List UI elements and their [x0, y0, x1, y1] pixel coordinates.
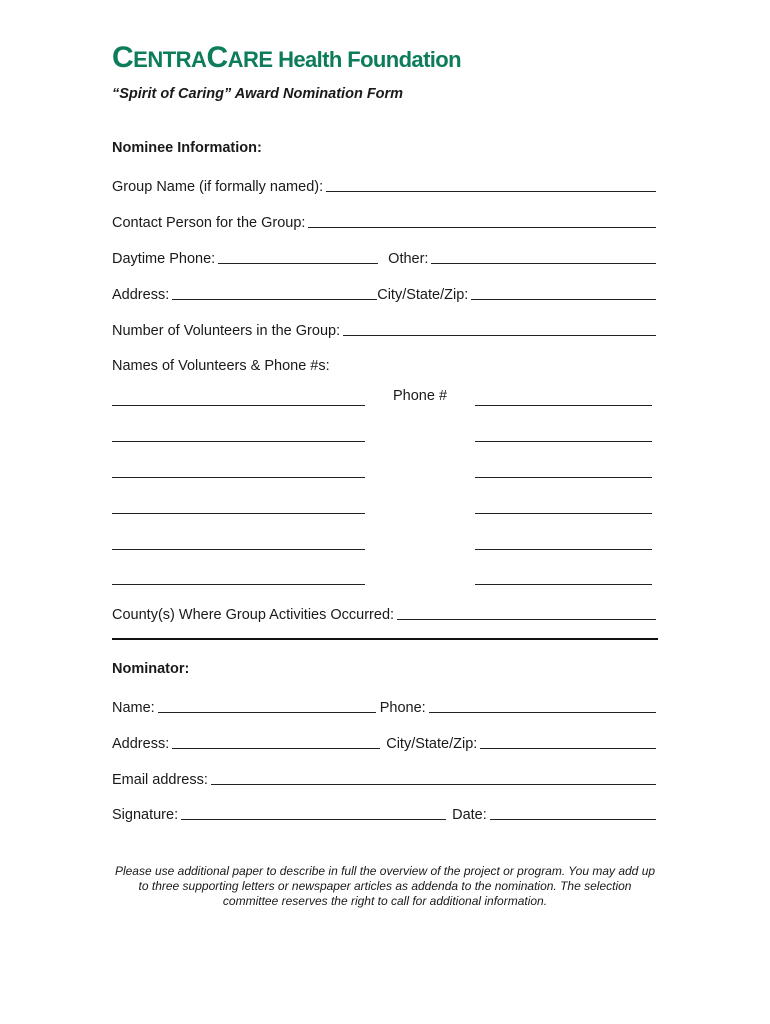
- nominator-phone-label: Phone:: [379, 700, 426, 716]
- nominator-name-field[interactable]: [158, 696, 376, 713]
- volunteer-phone-field-4[interactable]: [475, 513, 652, 514]
- volunteer-phone-field-2[interactable]: [475, 441, 652, 442]
- logo-text: ARE: [227, 47, 273, 72]
- volunteer-phone-label: Phone #: [393, 388, 448, 404]
- daytime-phone-row: [112, 247, 656, 267]
- volunteer-name-field-2[interactable]: [112, 441, 365, 442]
- daytime-phone-field[interactable]: [218, 247, 378, 264]
- num-volunteers-field[interactable]: [343, 319, 656, 336]
- logo-text: C: [206, 41, 228, 74]
- contact-person-label: Contact Person for the Group:: [112, 215, 306, 231]
- logo-text: C: [112, 41, 134, 74]
- volunteer-phone-field-6[interactable]: [475, 584, 652, 585]
- county-row: [112, 603, 656, 623]
- nominator-address-label: Address:: [112, 736, 170, 752]
- nominee-city-state-zip-field[interactable]: [471, 283, 656, 300]
- nominee-address-row: [112, 283, 656, 303]
- num-volunteers-label: Number of Volunteers in the Group:: [112, 323, 341, 339]
- county-label: County(s) Where Group Activities Occurred:: [112, 607, 395, 623]
- form-title: “Spirit of Caring” Award Nomination Form: [112, 86, 404, 102]
- volunteer-names-row: [112, 354, 656, 374]
- nominee-address-label: Address:: [112, 287, 170, 303]
- nominator-signature-field[interactable]: [181, 803, 446, 820]
- other-phone-field[interactable]: [431, 247, 656, 264]
- contact-person-row: [112, 211, 656, 231]
- volunteer-name-field-4[interactable]: [112, 513, 365, 514]
- group-name-label: Group Name (if formally named):: [112, 179, 324, 195]
- volunteer-names-label: Names of Volunteers & Phone #s:: [112, 358, 330, 374]
- nominator-city-state-zip-field[interactable]: [480, 732, 656, 749]
- daytime-phone-label: Daytime Phone:: [112, 251, 216, 267]
- logo-subtext: Health Foundation: [272, 47, 461, 72]
- section-divider: [112, 638, 658, 640]
- nominator-heading: Nominator:: [112, 661, 190, 677]
- nominator-date-label: Date:: [452, 807, 487, 823]
- nominator-signature-label: Signature:: [112, 807, 179, 823]
- volunteer-name-field-5[interactable]: [112, 549, 365, 550]
- nominee-heading: Nominee Information:: [112, 140, 262, 156]
- volunteer-phone-field-5[interactable]: [475, 549, 652, 550]
- nominator-address-field[interactable]: [172, 732, 380, 749]
- group-name-row: [112, 175, 656, 195]
- nominee-city-state-zip-label: City/State/Zip:: [377, 287, 469, 303]
- nominator-name-row: [112, 696, 656, 716]
- volunteer-name-field-6[interactable]: [112, 584, 365, 585]
- group-name-field[interactable]: [326, 175, 656, 192]
- nominator-email-label: Email address:: [112, 772, 208, 788]
- volunteer-phone-field-1[interactable]: [475, 405, 652, 406]
- nominator-email-field[interactable]: [211, 768, 656, 785]
- contact-person-field[interactable]: [308, 211, 656, 228]
- volunteer-phone-field-3[interactable]: [475, 477, 652, 478]
- volunteer-name-field-1[interactable]: [112, 405, 365, 406]
- nominator-signature-row: [112, 803, 656, 823]
- nominator-date-field[interactable]: [490, 803, 656, 820]
- county-field[interactable]: [397, 603, 656, 620]
- logo-text: ENTRA: [133, 47, 207, 72]
- nominator-phone-field[interactable]: [429, 696, 656, 713]
- nominator-address-row: [112, 732, 656, 752]
- num-volunteers-row: [112, 319, 656, 339]
- nominator-email-row: [112, 768, 656, 788]
- other-phone-label: Other:: [388, 251, 429, 267]
- volunteer-name-field-3[interactable]: [112, 477, 365, 478]
- nominee-address-field[interactable]: [172, 283, 377, 300]
- centracare-logo: [112, 40, 461, 76]
- nominator-city-state-zip-label: City/State/Zip:: [386, 736, 478, 752]
- instructions-note: Please use additional paper to describe in full the overview of the project or program. You may add up to three supporting letters or newspaper articles as addenda to the nomination. The selection committee reserves the right to call for additional information.: [114, 864, 656, 908]
- nominator-name-label: Name:: [112, 700, 155, 716]
